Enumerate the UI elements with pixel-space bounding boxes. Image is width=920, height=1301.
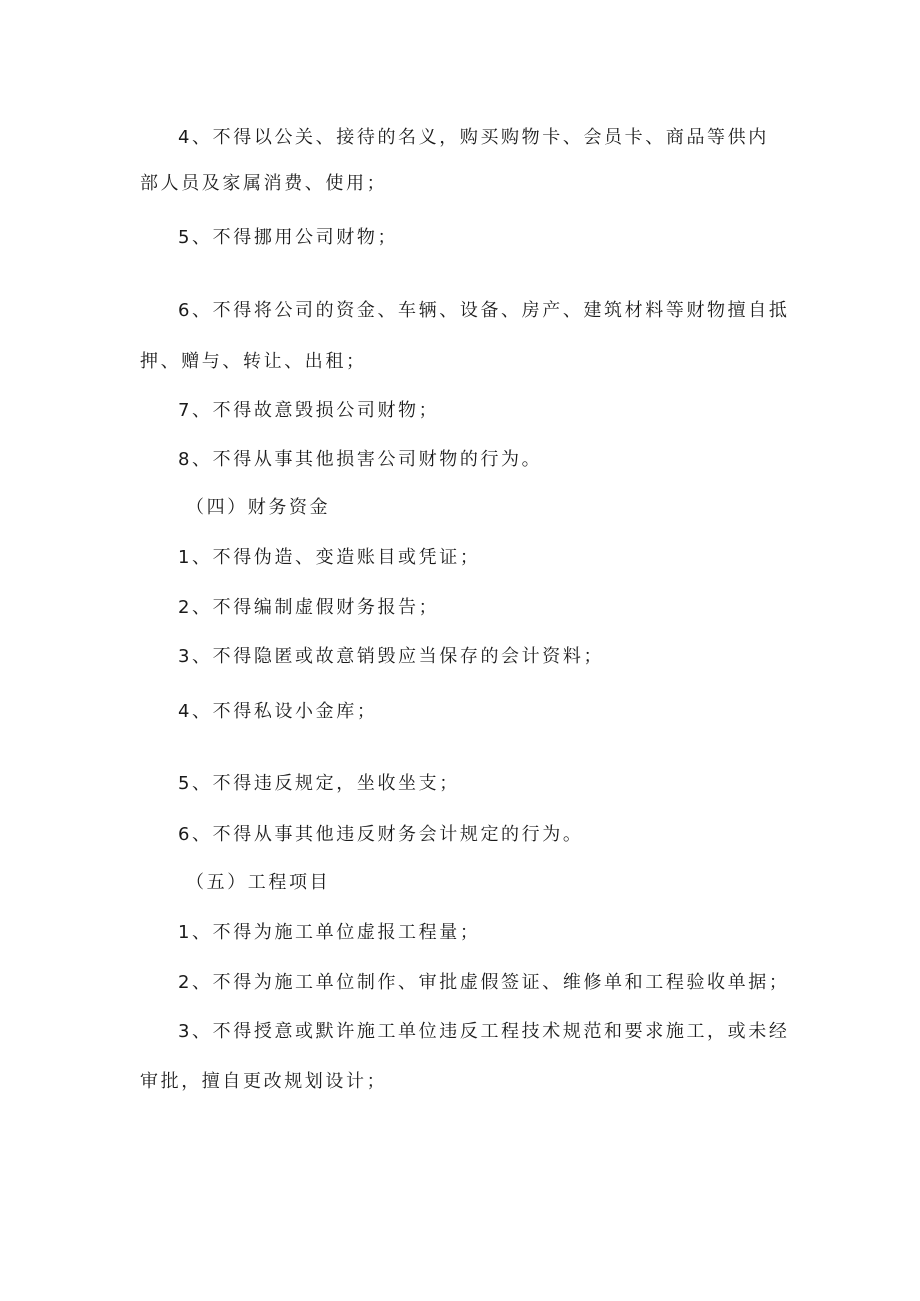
item-6-unauthorized-disposal: 6、不得将公司的资金、车辆、设备、房产、建筑材料等财物擅自抵 <box>178 300 790 321</box>
finance-item-2: 2、不得编制虚假财务报告； <box>178 597 440 618</box>
item-4-gift-cards: 4、不得以公关、接待的名义，购买购物卡、会员卡、商品等供内 <box>178 127 769 148</box>
item-6-continuation: 押、赠与、转让、出租； <box>140 351 367 372</box>
item-4-continuation: 部人员及家属消费、使用； <box>140 173 388 194</box>
finance-item-6: 6、不得从事其他违反财务会计规定的行为。 <box>178 824 584 845</box>
item-7-damage: 7、不得故意毁损公司财物； <box>178 400 440 421</box>
finance-item-1: 1、不得伪造、变造账目或凭证； <box>178 547 481 568</box>
finance-item-4: 4、不得私设小金库； <box>178 701 378 722</box>
project-item-2: 2、不得为施工单位制作、审批虚假签证、维修单和工程验收单据； <box>178 972 790 993</box>
section-heading-projects: （五）工程项目 <box>186 872 331 893</box>
project-item-3-continuation: 审批，擅自更改规划设计； <box>140 1071 388 1092</box>
item-8-other-damage: 8、不得从事其他损害公司财物的行为。 <box>178 449 543 470</box>
finance-item-5: 5、不得违反规定，坐收坐支； <box>178 773 460 794</box>
finance-item-3: 3、不得隐匿或故意销毁应当保存的会计资料； <box>178 646 605 667</box>
project-item-3: 3、不得授意或默许施工单位违反工程技术规范和要求施工，或未经 <box>178 1021 790 1042</box>
project-item-1: 1、不得为施工单位虚报工程量； <box>178 922 481 943</box>
item-5-misappropriation: 5、不得挪用公司财物； <box>178 227 399 248</box>
section-heading-finance: （四）财务资金 <box>186 497 331 518</box>
